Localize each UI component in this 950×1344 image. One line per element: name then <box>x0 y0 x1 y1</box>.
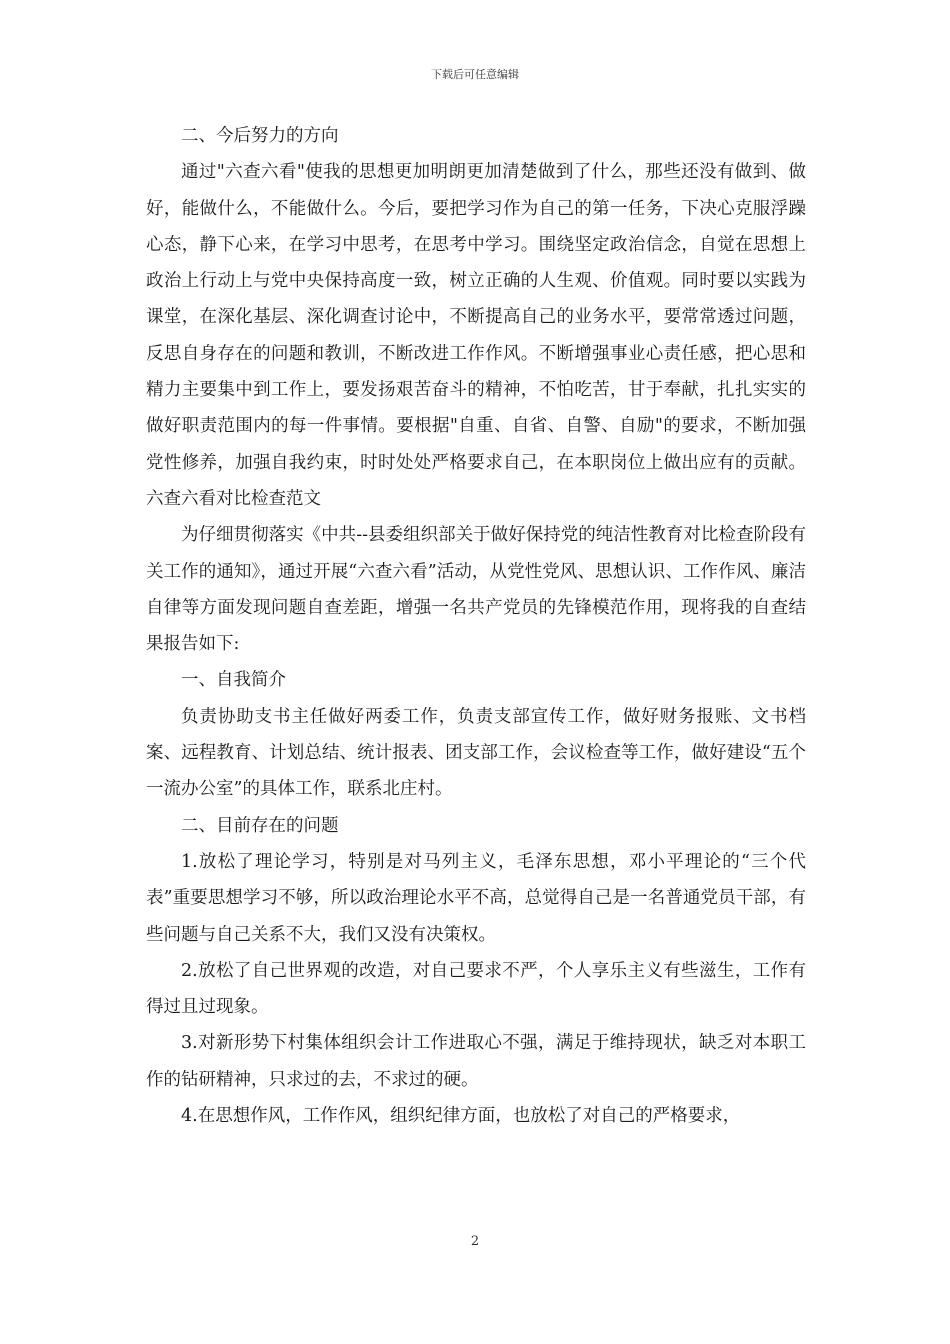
list-item: 1.放松了理论学习，特别是对马列主义，毛泽东思想，邓小平理论的“三个代表”重要思想学习不够，所以政治理论水平不高，总觉得自己是一名普通党员干部，有些问题与自己关系不大，我们又没有决策权。 <box>146 851 806 945</box>
list-item: 4.在思想作风，工作作风，组织纪律方面，也放松了对自己的严格要求， <box>181 1106 741 1127</box>
document-body <box>146 118 806 1134</box>
list-item: 3.对新形势下村集体组织会计工作进取心不强，满足于维持现状，缺乏对本职工作的钻研精神，只求过的去，不求过的硬。 <box>146 1033 806 1090</box>
section-heading-self-intro: 一、自我简介 <box>181 670 286 691</box>
page-header: 下载后可任意编辑 <box>431 68 519 81</box>
section-heading-current-problems: 二、目前存在的问题 <box>181 815 339 836</box>
section-heading-future-direction: 二、今后努力的方向 <box>181 126 339 146</box>
paragraph: 负责协助支书主任做好两委工作，负责支部宣传工作，做好财务报账、文书档案、远程教育、计划总结、统计报表、团支部工作，会议检查等工作，做好建设“五个一流办公室”的具体工作，联系北庄村。 <box>146 706 806 800</box>
page-number: 2 <box>470 1234 480 1249</box>
paragraph: 为仔细贯彻落实《中共--县委组织部关于做好保持党的纯洁性教育对比检查阶段有关工作的通知》，通过开展“六查六看”活动，从党性党风、思想认识、工作作风、廉洁自律等方面发现问题自查差距，增强一名共产党员的先锋模范作用，现将我的自查结果报告如下: <box>146 525 806 655</box>
paragraph: 通过"六查六看"使我的思想更加明朗更加清楚做到了什么，那些还没有做到、做好，能做什么，不能做什么。今后，要把学习作为自己的第一任务，下决心克服浮躁心态，静下心来，在学习中思考，在思考中学习。围绕坚定政治信念，自觉在思想上政治上行动上与党中央保持高度一致，树立正确的人生观、价值观。同时要以实践为课堂，在深化基层、深化调查讨论中，不断提高自己的业务水平，要常常透过问题，反思自身存在的问题和教训，不断改进工作作风。不断增强事业心责任感，把心思和精力主要集中到工作上，要发扬艰苦奋斗的精神，不怕吃苦，甘于奉献，扎扎实实的做好职责范围内的每一件事情。要根据"自重、自省、自警、自励"的要求，不断加强党性修养，加强自我约束，时时处处严格要求自己，在本职岗位上做出应有的贡献。六查六看对比检查范文 <box>146 162 806 509</box>
list-item: 2.放松了自己世界观的改造，对自己要求不严，个人享乐主义有些滋生，工作有得过且过现象。 <box>146 960 806 1018</box>
